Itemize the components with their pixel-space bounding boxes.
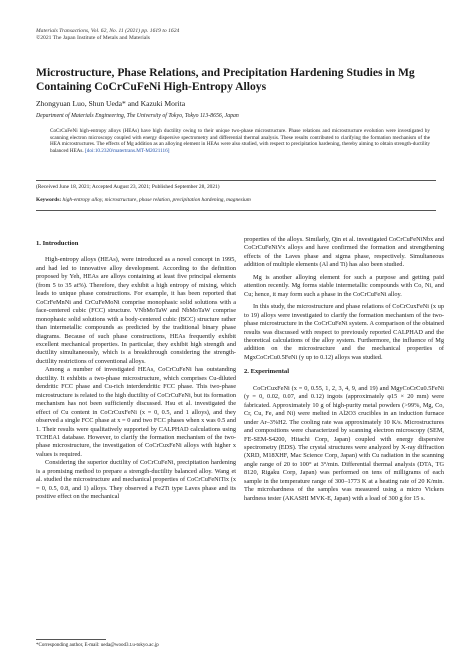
title-line-2: Containing CoCrCuFeNi High-Entropy Alloys: [36, 80, 267, 93]
title-line-1: Microstructure, Phase Relations, and Precipitation Hardening Studies in Mg: [36, 66, 415, 79]
footnote-rule: [36, 639, 106, 640]
corresponding-author-footnote: *Corresponding author, E-mail: ueda@wood3.t.u-tokyo.ac.jp: [36, 643, 159, 648]
abstract-text: CoCrCuFeNi high-entropy alloys (HEAs) have high ductility owing to their unique two-phase microstructure. Phase relations and microstructure evolution were investigated by scanning electron microscopy coupled with energy dispersive spectrometry and differential thermal analysis. These results contributed to clarifying the formation mechanism of the HEA microstructures. The effects of Mg addition as an alloying element in HEAs were also studied, with respect to precipitation hardening, thereby aiming to obtain strength-ductility balanced HEAs.: [50, 128, 430, 154]
right-column: [244, 236, 444, 503]
abstract: [50, 128, 430, 154]
author-list: Zhongyuan Luo, Shun Ueda* and Kazuki Morita: [36, 99, 186, 108]
left-column: [36, 240, 236, 502]
doi-link[interactable]: [doi:10.2320/matertrans.MT-M2021116]: [85, 147, 170, 154]
intro-paragraph-4: properties of the alloys. Similarly, Qin et al. investigated CoCrCuFeNiNbx and CoCrCuFeNiVx alloys and have confirmed the formation and strengthening effects of the Laves phase and sigma phase, respectively. Simultaneous addition of multiple elements (Al and Ti) has also been studied.: [244, 236, 444, 269]
intro-paragraph-5: Mg is another alloying element for such a purpose and getting paid attention recently. Mg forms stable intermetallic compounds with Co, Ni, and Cu; hence, it may form such a phase in the CoCrCuFeNi alloy.: [244, 273, 444, 298]
divider-top: [36, 180, 436, 181]
affiliation: Department of Materials Engineering, The University of Tokyo, Tokyo 113-8656, Japan: [36, 113, 239, 119]
section-heading-experimental: 2. Experimental: [244, 368, 290, 376]
experimental-paragraph: CoCrCuxFeNi (x = 0, 0.55, 1, 2, 3, 4, 9, and 19) and MgyCoCrCu0.5FeNi (y = 0, 0.02, 0.07, and 0.12) ingots (approximately φ15 × 20 mm) were fabricated. Approximately 10 g of high-purity metal powders (>99%, Mg, Co, Cr, Cu, Fe, and Ni) were melted in Al2O3 crucibles in an induction furnace under Ar–3%H2. The cooling rate was approximately 10 K/s. Microstructures and compositions were characterized by scanning electron microscopy (SEM, FE-SEM-S4200, Hitachi Corp, Japan) coupled with energy dispersive spectrometry (EDS). The crystal structures were analyzed by X-ray diffraction (XRD, M18XHF, Mac Science Corp, Japan) with Cu radiation in the scanning angle range of 20 to 100° at 3°/min. Differential thermal analysis (DTA, TG 8120, Rigaku Corp, Japan) was performed on tens of milligrams of each sample in the temperature range of 300–1773 K at a heating rate of 20 K/min. The microhardness of the samples was measured using a micro Vickers hardness tester (AKASHI MVK-E, Japan) with a load of 300 g for 15 s.: [244, 384, 444, 502]
keywords-label: Keywords:: [36, 197, 62, 203]
section-heading-introduction: 1. Introduction: [36, 240, 79, 247]
received-dates: (Received June 18, 2021; Accepted August 23, 2021; Published September 28, 2021): [36, 184, 220, 190]
article-title: [36, 66, 436, 94]
journal-citation: Materials Transactions, Vol. 62, No. 11 (2021) pp. 1619 to 1624: [36, 28, 180, 34]
intro-paragraph-3: Considering the superior ductility of CoCrCuFeNi, precipitation hardening is a promising method to prepare a strength-ductility balanced alloy. Wang et al. studied the microstructure and mechanical properties of CoCrCuFeNiTix (x = 0, 0.5, 0.8, and 1) alloys. They observed a Fe2Ti type Laves phase and its positive effect on the mechanical: [36, 459, 236, 501]
copyright-notice: ©2021 The Japan Institute of Metals and Materials: [36, 35, 150, 41]
intro-paragraph-2: Among a number of investigated HEAs, CoCrCuFeNi has outstanding ductility. It exhibits a two-phase microstructure, which comprises Cu-diluted dendritic FCC phase and Cu-rich interdendritic FCC phase. This two-phase microstructure is related to the high ductility of CoCrCuFeNi, but its formation mechanism has not been sufficiently discussed. Hsu et al. investigated the effect of Cu content in CoCrCuxFeNi (x = 0, 0.5, and 1 alloys), and they observed a single FCC phase at x = 0 and two FCC phases when x was 0.5 and 1. Their results were qualitatively supported by CALPHAD calculations using TCHEA1 database. However, to clarify the formation mechanism of the two-phase microstructure, the investigation of CoCrCuxFeNi alloys with higher x values is required.: [36, 366, 236, 458]
journal-header: [36, 28, 179, 42]
divider-bottom: [36, 210, 436, 211]
keywords-list: high-entropy alloy, microstructure, phase relation, precipitation hardening, magnesium: [62, 197, 251, 203]
intro-paragraph-6: In this study, the microstructure and phase relations of CoCrCuxFeNi (x up to 19) alloys were investigated to clarify the formation mechanism of the two-phase microstructure in the CoCrCuFeNi system. A comparison of the obtained results was discussed with respect to previously reported CALPHAD and the theoretical calculations of the alloy system. Furthermore, the influence of Mg addition on the microstructure and the mechanical properties of MgxCoCrCu0.5FeNi (y up to 0.12) alloys was studied.: [244, 303, 444, 361]
intro-paragraph-1: High-entropy alloys (HEAs), were introduced as a novel concept in 1995, and had led to innovative alloy development. According to the definition proposed by Yeh, HEAs are alloys containing at least five principal elements (from 5 to 35 at%). Therefore, they exhibit a high entropy of mixing, which leads to unique phase constructions. For example, it has been reported that CoCrFeMnNi and CrCuFeMoNi comprise monophasic solid solutions with a face-centered cubic (FCC) structure. VNbMoTaW and NbMoTaW comprise monophasic solid solutions with a body-centered cubic (BCC) structure rather than intermetallic compounds as predicted by the traditional binary phase diagrams. Because of such phase constructions, HEAs frequently exhibit excellent mechanical properties. In particular, they exhibit high strength and ductility simultaneously, which is a breakthrough considering the strength-ductility restrictions of conventional alloys.: [36, 256, 236, 365]
keywords-line: [36, 197, 251, 203]
